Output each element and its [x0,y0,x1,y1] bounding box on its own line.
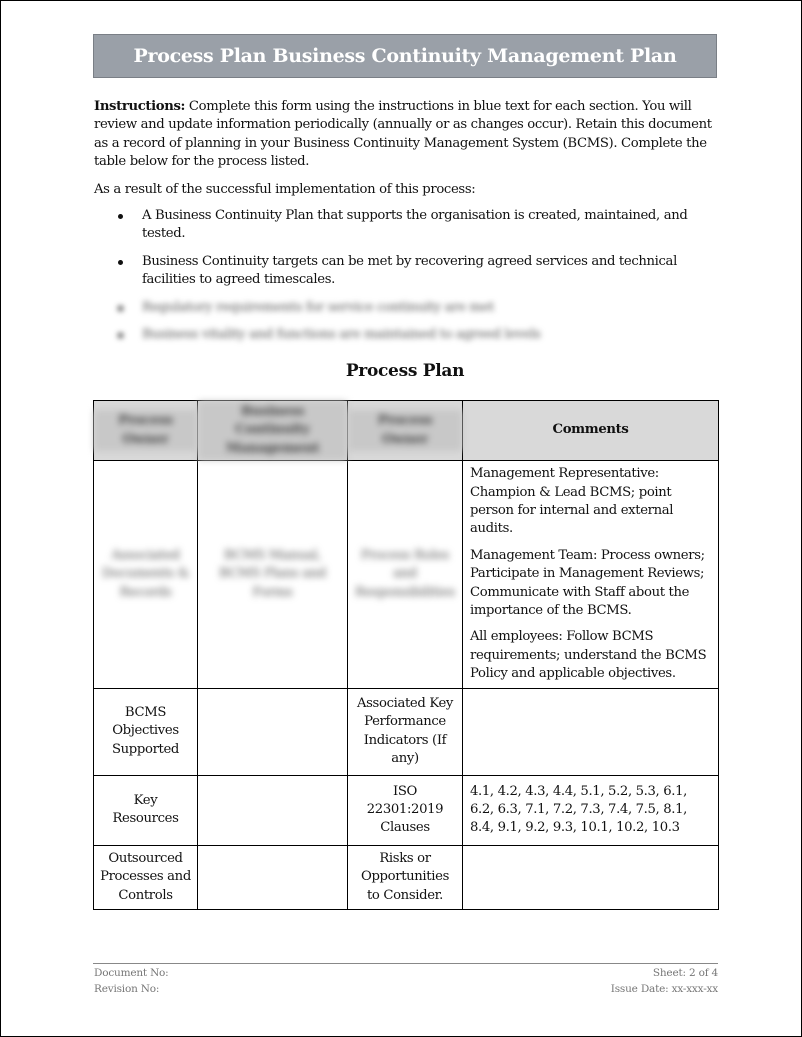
issue-date: Issue Date: xx-xxx-xx [610,982,718,995]
table-cell[interactable] [198,688,348,775]
outcome-item-blurred: Regulatory requirements for service continuity are met [94,299,719,317]
page-title: Process Plan Business Continuity Management Plan [133,45,677,67]
process-plan-table [93,400,719,910]
row-label: BCMS Objectives Supported [94,688,198,775]
comment-paragraph: Management Representative: Champion & Lead BCMS; point person for internal and external audits. [470,466,674,537]
table-row [94,461,719,688]
instructions-text: Complete this form using the instructions in blue text for each section. You will review and update information periodically (annually or as changes occur). Retain this document as a record of planning in your Business Continuity Management System (BCMS). Complete the table below for the process listed. [94,99,712,170]
table-row [94,845,719,909]
bullet-icon [118,333,123,338]
table-cell[interactable]: Associated Documents & Records [94,461,198,688]
column-header: Process Owner [348,401,463,461]
footer [94,966,718,997]
row-label: Risks or Opportunities to Consider. [348,845,463,909]
comments-cell[interactable] [463,688,719,775]
column-header: Business Continuity Management [198,401,348,461]
revision-number: Revision No: [94,982,160,995]
table-cell[interactable]: Process Roles and Responsibilities [348,461,463,688]
outcome-item: A Business Continuity Plan that supports the organisation is created, maintained, and tested. [94,207,719,244]
comment-paragraph: All employees: Follow BCMS requirements; understand the BCMS Policy and applicable objectives. [470,629,707,682]
row-label: Associated Key Performance Indicators (If any) [348,688,463,775]
result-intro: As a result of the successful implementation of this process: [94,182,476,197]
title-banner [93,34,717,78]
bullet-icon [118,306,123,311]
table-cell[interactable]: BCMS Manual, BCMS Plans and Forms [198,461,348,688]
document-number: Document No: [94,967,169,979]
table-cell[interactable] [198,845,348,909]
sheet-number: Sheet: 2 of 4 [652,967,718,979]
outcome-item: Business Continuity targets can be met by recovering agreed services and technical facilities to agreed timescales. [94,253,719,290]
instructions-label: Instructions: [94,99,186,114]
column-header: Process Owner [94,401,198,461]
comments-cell[interactable] [463,461,719,688]
comment-paragraph: Management Team: Process owners; Participate in Management Reviews; Communicate with Staff about the importance of the BCMS. [470,547,705,619]
outcome-item-blurred: Business vitality and functions are maintained to agreed levels [94,326,719,344]
outcome-list [94,207,719,353]
row-label: Outsourced Processes and Controls [94,845,198,909]
column-header-comments: Comments [463,401,719,461]
table-header-row [94,401,719,461]
table-cell[interactable] [198,775,348,845]
instructions-paragraph [94,98,719,172]
table-row [94,775,719,845]
row-label: Key Resources [94,775,198,845]
footer-divider [93,963,718,964]
table-row [94,688,719,775]
section-heading: Process Plan [345,361,465,381]
clauses-cell[interactable]: 4.1, 4.2, 4.3, 4.4, 5.1, 5.2, 5.3, 6.1, 6.2, 6.3, 7.1, 7.2, 7.3, 7.4, 7.5, 8.1, 8.4, 9.1, 9.2, 9.3, 10.1, 10.2, 10.3 [463,775,719,845]
row-label: ISO 22301:2019 Clauses [348,775,463,845]
comments-cell[interactable] [463,845,719,909]
bullet-icon [118,260,123,265]
bullet-icon [118,214,123,219]
